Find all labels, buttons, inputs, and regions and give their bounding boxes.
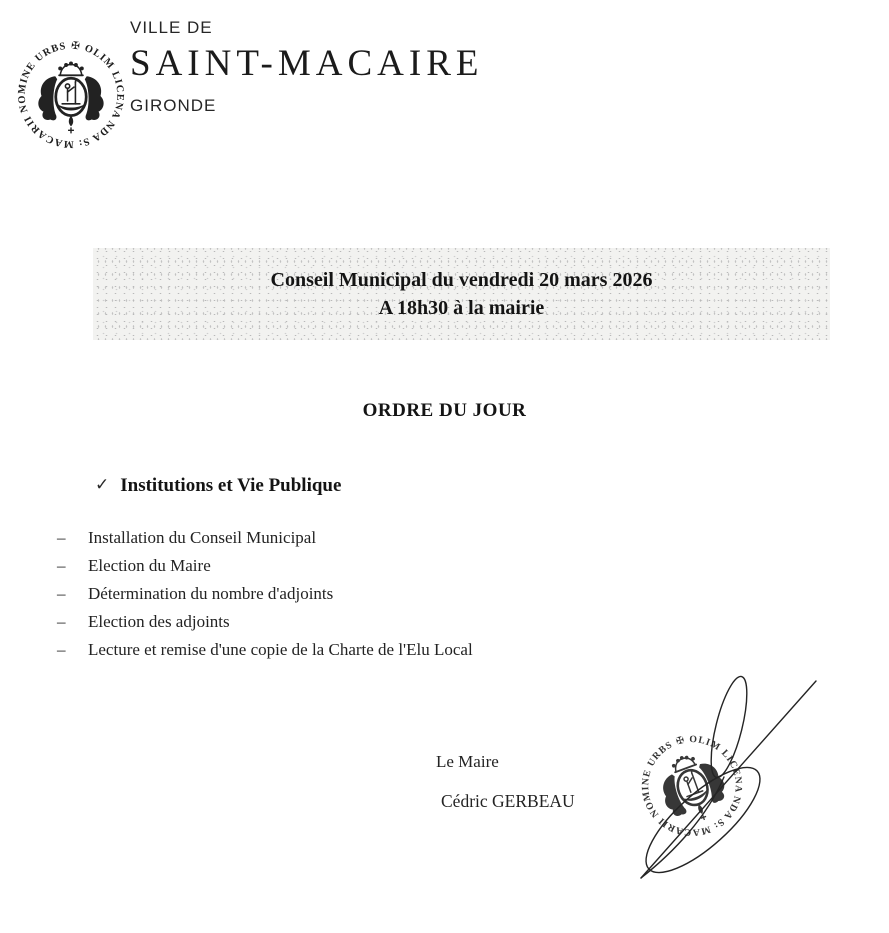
city-seal-icon bbox=[12, 22, 130, 164]
meeting-title: Conseil Municipal du vendredi 20 mars 2026 bbox=[270, 269, 653, 291]
list-item bbox=[57, 524, 473, 552]
list-item-text: Lecture et remise d'une copie de la Charte de l'Elu Local bbox=[88, 640, 473, 659]
list-item-text: Installation du Conseil Municipal bbox=[88, 528, 317, 547]
list-item-text: Détermination du nombre d'adjoints bbox=[88, 584, 334, 603]
department-label: GIRONDE bbox=[130, 96, 217, 115]
checkmark-icon: ✓ bbox=[95, 475, 110, 495]
meeting-time-place: A 18h30 à la mairie bbox=[378, 297, 545, 319]
list-item bbox=[57, 580, 473, 608]
list-item bbox=[57, 636, 473, 664]
dash-marker: – bbox=[57, 584, 66, 603]
svg-text:✠ OLIM LICENA NDA S: MACARII N: ✠ OLIM LICENA NDA S: MACARII NOMINE URBS bbox=[16, 40, 126, 150]
list-item-text: Election du Maire bbox=[88, 556, 211, 575]
list-item bbox=[57, 608, 473, 636]
dash-marker: – bbox=[57, 528, 66, 547]
list-item bbox=[57, 552, 473, 580]
agenda-section-title: Institutions et Vie Publique bbox=[120, 475, 342, 496]
region-label: VILLE DE bbox=[130, 18, 213, 37]
agenda-list bbox=[57, 524, 473, 664]
signatory-name: Cédric GERBEAU bbox=[441, 791, 575, 811]
city-name: SAINT-MACAIRE bbox=[130, 43, 484, 84]
dash-marker: – bbox=[57, 640, 66, 659]
list-item-text: Election des adjoints bbox=[88, 612, 230, 631]
signatory-title: Le Maire bbox=[436, 752, 499, 771]
agenda-section bbox=[95, 475, 341, 497]
dash-marker: – bbox=[57, 612, 66, 631]
letterhead bbox=[130, 18, 483, 116]
meeting-notice-box bbox=[93, 248, 830, 340]
dash-marker: – bbox=[57, 556, 66, 575]
handwritten-signature-icon bbox=[612, 652, 852, 897]
agenda-heading: ORDRE DU JOUR bbox=[362, 400, 527, 421]
